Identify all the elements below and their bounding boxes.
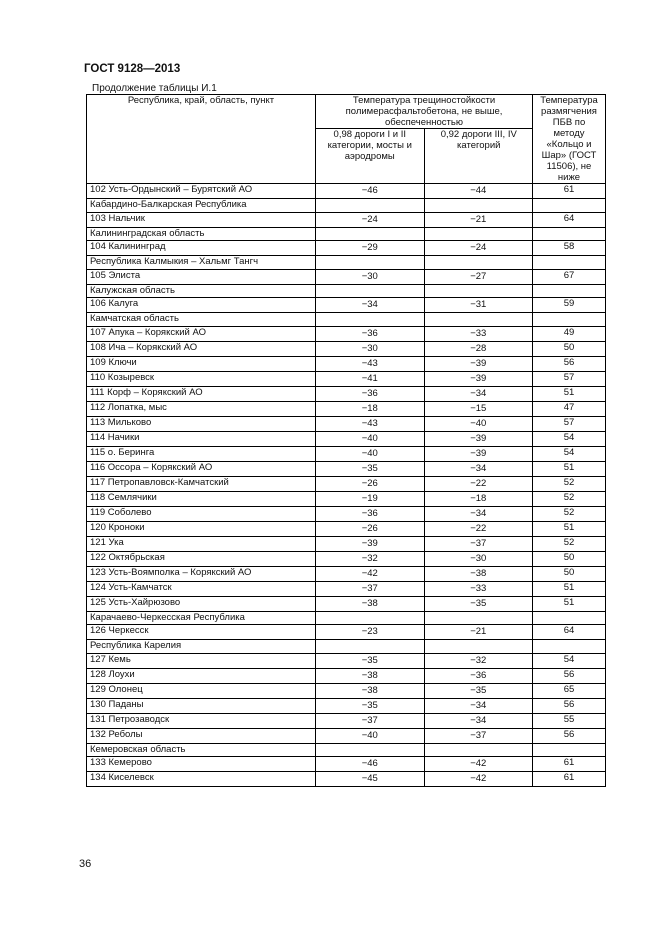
column-header-098: 0,98 дороги I и II категории, мосты и аэродромы [316,129,425,184]
cell-name: 124 Усть-Камчатск [87,581,316,596]
cell-softening-temp: 49 [533,326,606,341]
cell-temp-092: −39 [424,431,533,446]
cell-temp-098: −46 [316,184,425,199]
table-row [87,401,606,416]
cell-softening-temp: 61 [533,772,606,787]
cell-temp-092: −31 [424,298,533,313]
cell-name: 130 Паданы [87,698,316,713]
document-title: ГОСТ 9128—2013 [84,63,181,75]
cell-temp-092 [424,743,533,757]
table-row [87,199,606,213]
cell-name: Кабардино-Балкарская Республика [87,199,316,213]
cell-softening-temp: 50 [533,341,606,356]
cell-temp-092: −36 [424,668,533,683]
cell-softening-temp: 57 [533,416,606,431]
cell-temp-092: −33 [424,581,533,596]
cell-softening-temp: 64 [533,212,606,227]
table-row [87,431,606,446]
cell-name: 122 Октябрьская [87,551,316,566]
cell-name: 114 Начики [87,431,316,446]
cell-temp-098 [316,743,425,757]
table-row [87,536,606,551]
cell-temp-092: −34 [424,506,533,521]
table-row [87,757,606,772]
cell-softening-temp: 51 [533,521,606,536]
cell-softening-temp: 56 [533,728,606,743]
table-row [87,653,606,668]
cell-name: 108 Ича – Корякский АО [87,341,316,356]
cell-name: Калужская область [87,284,316,298]
cell-softening-temp [533,743,606,757]
cell-softening-temp: 52 [533,536,606,551]
cell-temp-098: −39 [316,536,425,551]
cell-temp-092: −34 [424,461,533,476]
cell-softening-temp: 51 [533,461,606,476]
cell-name: 117 Петропавловск-Камчатский [87,476,316,491]
cell-name: 119 Соболево [87,506,316,521]
cell-softening-temp: 51 [533,596,606,611]
cell-name: 107 Апука – Корякский АО [87,326,316,341]
cell-name: 116 Оссора – Корякский АО [87,461,316,476]
cell-temp-098: −36 [316,386,425,401]
cell-temp-098 [316,640,425,654]
table-row [87,551,606,566]
table-row [87,298,606,313]
cell-temp-092: −22 [424,521,533,536]
cell-name: 129 Олонец [87,683,316,698]
cell-temp-092: −37 [424,728,533,743]
cell-softening-temp: 56 [533,356,606,371]
cell-name: 112 Лопатка, мыс [87,401,316,416]
cell-temp-092: −34 [424,698,533,713]
cell-softening-temp: 55 [533,713,606,728]
cell-name: Калининградская область [87,227,316,241]
table-row [87,326,606,341]
cell-name: 115 о. Беринга [87,446,316,461]
cell-name: 113 Мильково [87,416,316,431]
table-row [87,284,606,298]
cell-temp-098 [316,313,425,327]
cell-name: 120 Кроноки [87,521,316,536]
cell-temp-098: −41 [316,371,425,386]
cell-softening-temp [533,640,606,654]
cell-temp-098: −32 [316,551,425,566]
cell-softening-temp: 56 [533,668,606,683]
column-header-softening-temp: Температура размягчения ПБВ по методу «Кольцо и Шар» (ГОСТ 11506), не ниже [533,95,606,184]
cell-name: 125 Усть-Хайрюзово [87,596,316,611]
cell-temp-092: −40 [424,416,533,431]
cell-softening-temp: 52 [533,476,606,491]
cell-name: Карачаево-Черкесская Республика [87,611,316,625]
cell-temp-098: −35 [316,461,425,476]
cell-name: 126 Черкесск [87,625,316,640]
cell-softening-temp: 56 [533,698,606,713]
cell-softening-temp [533,256,606,270]
cell-softening-temp: 50 [533,551,606,566]
cell-name: 111 Корф – Корякский АО [87,386,316,401]
table-row [87,227,606,241]
table-row [87,461,606,476]
cell-temp-092 [424,199,533,213]
cell-temp-092: −30 [424,551,533,566]
cell-softening-temp: 50 [533,566,606,581]
cell-name: 118 Семлячики [87,491,316,506]
cell-temp-092: −35 [424,596,533,611]
table-row [87,269,606,284]
cell-temp-092: −39 [424,371,533,386]
data-table [86,94,606,787]
cell-softening-temp [533,227,606,241]
cell-temp-098: −34 [316,298,425,313]
cell-name: 104 Калининград [87,241,316,256]
cell-softening-temp: 54 [533,653,606,668]
cell-name: 102 Усть-Ордынский – Бурятский АО [87,184,316,199]
cell-temp-092: −42 [424,772,533,787]
cell-temp-098: −29 [316,241,425,256]
cell-temp-092: −32 [424,653,533,668]
cell-softening-temp: 67 [533,269,606,284]
cell-temp-092 [424,640,533,654]
cell-temp-098: −18 [316,401,425,416]
cell-temp-098: −35 [316,653,425,668]
cell-temp-098: −40 [316,431,425,446]
cell-temp-092 [424,256,533,270]
cell-temp-092 [424,313,533,327]
cell-temp-092: −27 [424,269,533,284]
cell-temp-092 [424,227,533,241]
cell-temp-092: −18 [424,491,533,506]
cell-softening-temp: 57 [533,371,606,386]
cell-temp-098: −19 [316,491,425,506]
table-row [87,313,606,327]
cell-name: 121 Ука [87,536,316,551]
column-header-name: Республика, край, область, пункт [87,95,316,184]
table-row [87,476,606,491]
cell-temp-092: −44 [424,184,533,199]
cell-name: 103 Нальчик [87,212,316,227]
cell-temp-098: −38 [316,596,425,611]
table-row [87,416,606,431]
page-number: 36 [79,858,92,870]
cell-temp-092 [424,284,533,298]
cell-temp-092: −33 [424,326,533,341]
cell-temp-092: −22 [424,476,533,491]
column-header-temp-group: Температура трещиностойкости полимерасфальтобетона, не выше, обеспеченностью [316,95,533,129]
table-row [87,566,606,581]
cell-temp-092: −39 [424,356,533,371]
cell-name: 133 Кемерово [87,757,316,772]
table-row [87,491,606,506]
table-row [87,212,606,227]
cell-temp-098: −30 [316,341,425,356]
table-row [87,668,606,683]
cell-softening-temp: 51 [533,581,606,596]
table-row [87,713,606,728]
cell-temp-098 [316,227,425,241]
cell-temp-092: −21 [424,212,533,227]
cell-temp-098: −43 [316,356,425,371]
cell-temp-092: −24 [424,241,533,256]
cell-name: 106 Калуга [87,298,316,313]
cell-name: Камчатская область [87,313,316,327]
cell-name: 134 Киселевск [87,772,316,787]
table-row [87,728,606,743]
cell-name: 132 Реболы [87,728,316,743]
cell-temp-098: −43 [316,416,425,431]
cell-temp-098: −42 [316,566,425,581]
cell-temp-092: −35 [424,683,533,698]
cell-temp-092: −39 [424,446,533,461]
table-row [87,698,606,713]
cell-temp-098: −26 [316,521,425,536]
cell-softening-temp: 61 [533,184,606,199]
cell-temp-092: −37 [424,536,533,551]
cell-name: 131 Петрозаводск [87,713,316,728]
table-row [87,521,606,536]
table-row [87,256,606,270]
table-row [87,625,606,640]
cell-name: Кемеровская область [87,743,316,757]
table-row [87,386,606,401]
cell-softening-temp: 61 [533,757,606,772]
table-row [87,341,606,356]
table-row [87,640,606,654]
cell-temp-092: −34 [424,713,533,728]
cell-name: 109 Ключи [87,356,316,371]
cell-softening-temp: 65 [533,683,606,698]
cell-name: Республика Калмыкия – Хальмг Тангч [87,256,316,270]
cell-temp-092: −21 [424,625,533,640]
cell-temp-098: −23 [316,625,425,640]
table-row [87,184,606,199]
cell-temp-092: −38 [424,566,533,581]
cell-softening-temp: 58 [533,241,606,256]
cell-softening-temp [533,199,606,213]
cell-temp-098: −45 [316,772,425,787]
table-row [87,611,606,625]
cell-softening-temp: 51 [533,386,606,401]
table-row [87,356,606,371]
cell-temp-092 [424,611,533,625]
cell-temp-098 [316,256,425,270]
column-header-092: 0,92 дороги III, IV категорий [424,129,533,184]
cell-temp-098 [316,284,425,298]
cell-temp-098: −40 [316,446,425,461]
table-row [87,371,606,386]
cell-name: 110 Козыревск [87,371,316,386]
cell-name: 127 Кемь [87,653,316,668]
table-row [87,446,606,461]
cell-softening-temp: 59 [533,298,606,313]
cell-temp-098: −38 [316,683,425,698]
cell-name: Республика Карелия [87,640,316,654]
cell-temp-098 [316,199,425,213]
cell-softening-temp: 47 [533,401,606,416]
cell-temp-098: −46 [316,757,425,772]
cell-temp-098: −37 [316,581,425,596]
cell-temp-098: −36 [316,506,425,521]
cell-temp-098: −38 [316,668,425,683]
cell-softening-temp [533,313,606,327]
cell-name: 105 Элиста [87,269,316,284]
cell-temp-098: −35 [316,698,425,713]
table-row [87,683,606,698]
cell-temp-098: −24 [316,212,425,227]
table-row [87,772,606,787]
table-row [87,596,606,611]
cell-name: 128 Лоухи [87,668,316,683]
cell-softening-temp: 64 [533,625,606,640]
cell-softening-temp: 52 [533,491,606,506]
cell-temp-098: −36 [316,326,425,341]
cell-temp-092: −42 [424,757,533,772]
cell-temp-098: −30 [316,269,425,284]
cell-softening-temp [533,611,606,625]
cell-softening-temp [533,284,606,298]
cell-name: 123 Усть-Воямполка – Корякский АО [87,566,316,581]
cell-temp-092: −15 [424,401,533,416]
cell-softening-temp: 54 [533,431,606,446]
cell-temp-098: −26 [316,476,425,491]
cell-temp-092: −28 [424,341,533,356]
cell-temp-098 [316,611,425,625]
table-caption: Продолжение таблицы И.1 [92,83,217,94]
table-row [87,743,606,757]
cell-temp-098: −40 [316,728,425,743]
table-row [87,241,606,256]
table-row [87,581,606,596]
cell-softening-temp: 54 [533,446,606,461]
cell-softening-temp: 52 [533,506,606,521]
cell-temp-098: −37 [316,713,425,728]
cell-temp-092: −34 [424,386,533,401]
table-body [87,184,606,787]
table-row [87,506,606,521]
